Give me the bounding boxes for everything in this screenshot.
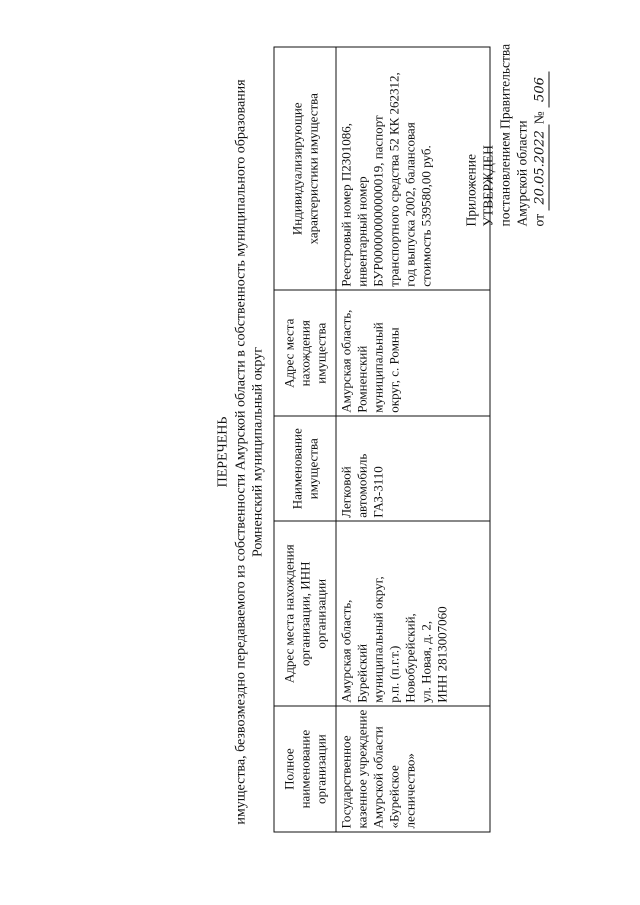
cell-text: Амурской области	[370, 726, 386, 829]
cell-text: БУР000000000000019, паспорт	[370, 115, 386, 287]
column-header-property-address	[274, 290, 336, 416]
cell-text: Новобурейский,	[402, 613, 418, 703]
table-row	[336, 47, 490, 832]
table-body	[336, 47, 490, 832]
cell-text: «Бурейское	[386, 765, 402, 829]
header-text: Адрес места нахождения	[281, 544, 296, 684]
number-prefix: №	[531, 111, 547, 125]
cell-text: казенное учреждение	[354, 709, 370, 829]
header-text: Полное	[281, 748, 296, 790]
cell-text: лесничество»	[402, 753, 418, 829]
cell-text: муниципальный округ,	[370, 576, 386, 703]
header-text: характеристики имущества	[305, 93, 320, 245]
cell-text: ИНН 2813007060	[434, 606, 450, 703]
header-text: наименование	[297, 729, 312, 809]
document-subtitle-line2: Ромненский муниципальный округ	[250, 347, 266, 558]
header-text: Адрес места	[281, 318, 296, 388]
decree-date-line	[531, 44, 550, 227]
column-header-property-name	[274, 416, 336, 521]
appendix-label: Приложение	[463, 154, 479, 227]
cell-text: Амурская область,	[338, 599, 354, 703]
cell-text: Государственное	[338, 735, 354, 829]
cell-property-name	[336, 416, 490, 521]
cell-text: автомобиль	[354, 453, 370, 518]
header-text: нахождения	[297, 320, 312, 387]
cell-text: Легковой	[338, 466, 354, 518]
region-label: Амурской области	[514, 120, 530, 227]
decree-number: 506	[532, 71, 550, 108]
column-header-property-details	[274, 47, 336, 290]
header-text: организации	[313, 734, 328, 805]
cell-text: р.п. (п.г.т.)	[386, 645, 402, 703]
header-text: организации	[313, 578, 328, 649]
cell-org-name	[336, 706, 490, 832]
cell-text: ГАЗ-3110	[370, 466, 386, 518]
cell-text: инвентарный номер	[354, 176, 370, 287]
header-text: организации, ИНН	[297, 561, 312, 666]
decree-date: 20.05.2022	[532, 124, 550, 210]
cell-org-address	[336, 521, 490, 706]
cell-text: муниципальный	[370, 322, 386, 413]
document-title: ПЕРЕЧЕНЬ	[215, 416, 231, 488]
cell-text: Реестровый номер П2301086,	[338, 123, 354, 287]
header-text: имущества	[313, 322, 328, 384]
table-header-row	[274, 47, 336, 832]
approved-label: УТВЕРЖДЕН	[480, 145, 496, 227]
cell-property-details	[336, 47, 490, 290]
cell-text: Ромненский	[354, 345, 370, 413]
cell-text: округ, с. Ромны	[386, 327, 402, 413]
date-prefix: от	[531, 214, 547, 227]
document-page	[1, 0, 640, 905]
document-subtitle-line1: имущества, безвозмездно передаваемого из собственности Амурской области в собственность муниципального образования	[233, 79, 249, 825]
cell-property-address	[336, 290, 490, 416]
property-table	[274, 47, 491, 833]
cell-text: Амурская область,	[338, 309, 354, 413]
header-text: Наименование	[289, 428, 304, 510]
header-text: Индивидуализирующие	[289, 102, 304, 236]
cell-text: стоимость 539580,00 руб.	[418, 145, 434, 287]
column-header-org-name	[274, 706, 336, 832]
cell-text: Бурейский	[354, 643, 370, 703]
column-header-org-address	[274, 521, 336, 706]
cell-text: транспортного средства 52 КК 262312,	[386, 72, 402, 287]
cell-text: год выпуска 2002, балансовая	[402, 122, 418, 287]
decree-label: постановлением Правительства	[497, 43, 513, 227]
header-text: имущества	[305, 438, 320, 500]
cell-text: ул. Новая, д. 2,	[418, 620, 434, 703]
